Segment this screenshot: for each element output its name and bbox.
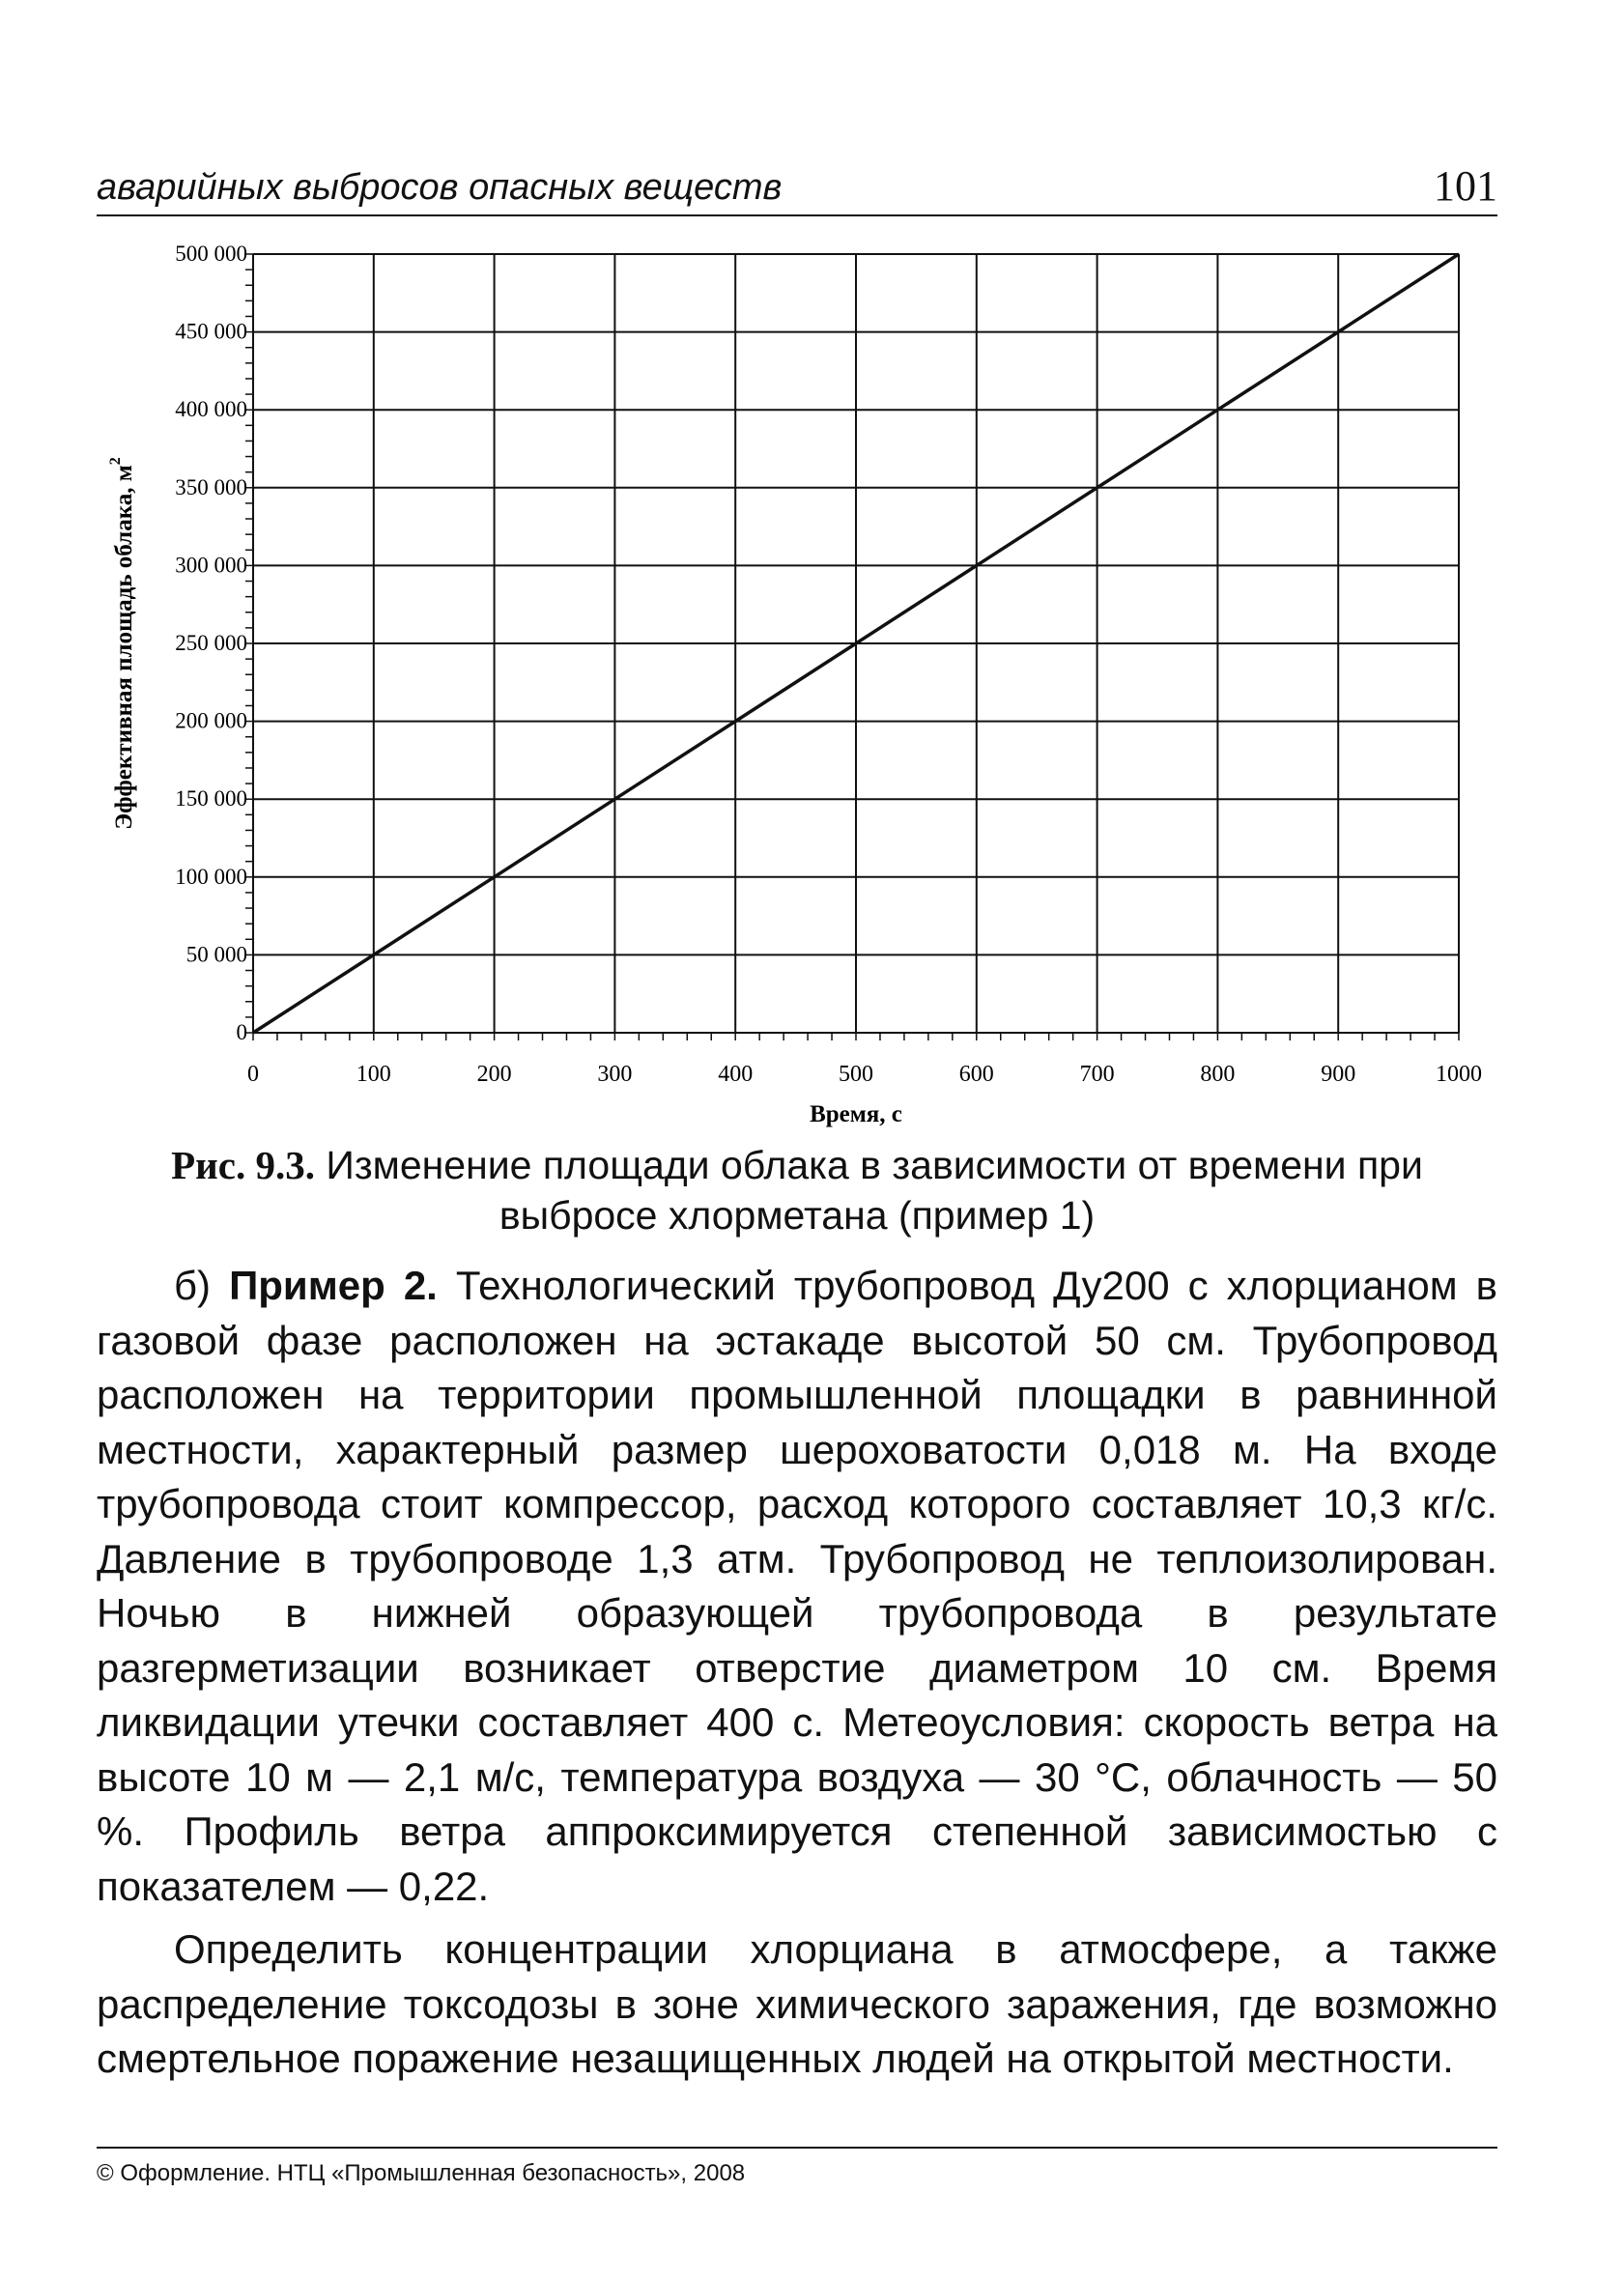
- chart-x-tick-label: 200: [476, 1062, 512, 1087]
- figure-caption-label: Рис. 9.3.: [171, 1143, 315, 1187]
- chart-x-tick-label: 800: [1200, 1062, 1236, 1087]
- chart: [97, 232, 1497, 1130]
- chart-x-tick-labels: [247, 1062, 1482, 1087]
- chart-x-tick-label: 500: [839, 1062, 873, 1087]
- chart-x-tick-label: 0: [247, 1062, 259, 1087]
- chart-y-tick-label: 300 000: [175, 553, 247, 578]
- example-2-prefix: б): [174, 1263, 230, 1308]
- chart-y-axis-label-text: Эффективная площадь облака, м: [110, 465, 137, 830]
- chart-y-tick-label: 350 000: [175, 474, 247, 499]
- example-2-paragraph: [97, 1259, 1497, 1914]
- chart-y-tick-label: 450 000: [175, 319, 247, 344]
- chart-x-tick-label: 900: [1321, 1062, 1356, 1087]
- task-text: Определить концентрации хлорциана в атмосфере, а также распределение токсодозы в зоне химического заражения, где возможно смертельное поражение незащищенных людей на открытой местности.: [97, 1926, 1497, 2081]
- example-2-label: Пример 2.: [229, 1263, 438, 1308]
- running-header: [97, 155, 1497, 216]
- chart-y-axis-label: [107, 457, 137, 830]
- chart-y-tick-label: 200 000: [175, 708, 247, 733]
- footer-text: © Оформление. НТЦ «Промышленная безопасность», 2008: [97, 2160, 746, 2186]
- chart-y-tick-labels: [175, 242, 247, 1044]
- chart-y-tick-label: 150 000: [175, 786, 247, 812]
- figure-caption: [116, 1140, 1478, 1240]
- chart-y-tick-label: 50 000: [185, 942, 247, 967]
- chart-x-axis-label: Время, с: [810, 1101, 902, 1127]
- page-number: 101: [1434, 162, 1497, 210]
- running-header-title: аварийных выбросов опасных веществ: [97, 167, 783, 208]
- chart-x-tick-label: 600: [958, 1062, 994, 1087]
- chart-y-tick-label: 400 000: [175, 397, 247, 422]
- chart-y-tick-label: 0: [236, 1020, 247, 1044]
- chart-x-tick-label: 300: [597, 1062, 633, 1087]
- chart-x-tick-label: 400: [718, 1062, 754, 1087]
- chart-y-tick-label: 500 000: [175, 242, 247, 266]
- chart-y-axis-label-sup: 2: [106, 457, 124, 466]
- example-2-text: Технологический трубопровод Ду200 с хлорцианом в газовой фазе расположен на эстакаде высотой 50 см. Трубопровод расположен на территории промышленной площадки в равнинной местности, характерный размер шероховатости 0,018 м. На входе трубопровода стоит компрессор, расход которого составляет 10,3 кг/с. Давление в трубопроводе 1,3 атм. Трубопровод не теплоизолирован. Ночью в нижней образующей трубопровода в результате разгерметизации возникает отверстие диаметром 10 см. Время ликвидации утечки составляет 400 с. Метеоусловия: скорость ветра на высоте 10 м — 2,1 м/с, температура воздуха — 30 °С, облачность — 50 %. Профиль ветра аппроксимируется степенной зависимостью с показателем — 0,22.: [97, 1263, 1497, 1909]
- chart-x-tick-label: 100: [356, 1062, 391, 1087]
- chart-x-tick-label: 700: [1079, 1062, 1115, 1087]
- task-paragraph: [97, 1923, 1497, 2087]
- chart-y-tick-label: 100 000: [175, 864, 247, 889]
- figure-caption-text: Изменение площади облака в зависимости от времени при выбросе хлорметана (пример 1): [326, 1143, 1423, 1238]
- chart-x-tick-label: 1000: [1436, 1062, 1482, 1087]
- chart-y-tick-label: 250 000: [175, 631, 247, 655]
- chart-y-axis-label-group: [107, 457, 137, 830]
- footer: [97, 2147, 1497, 2187]
